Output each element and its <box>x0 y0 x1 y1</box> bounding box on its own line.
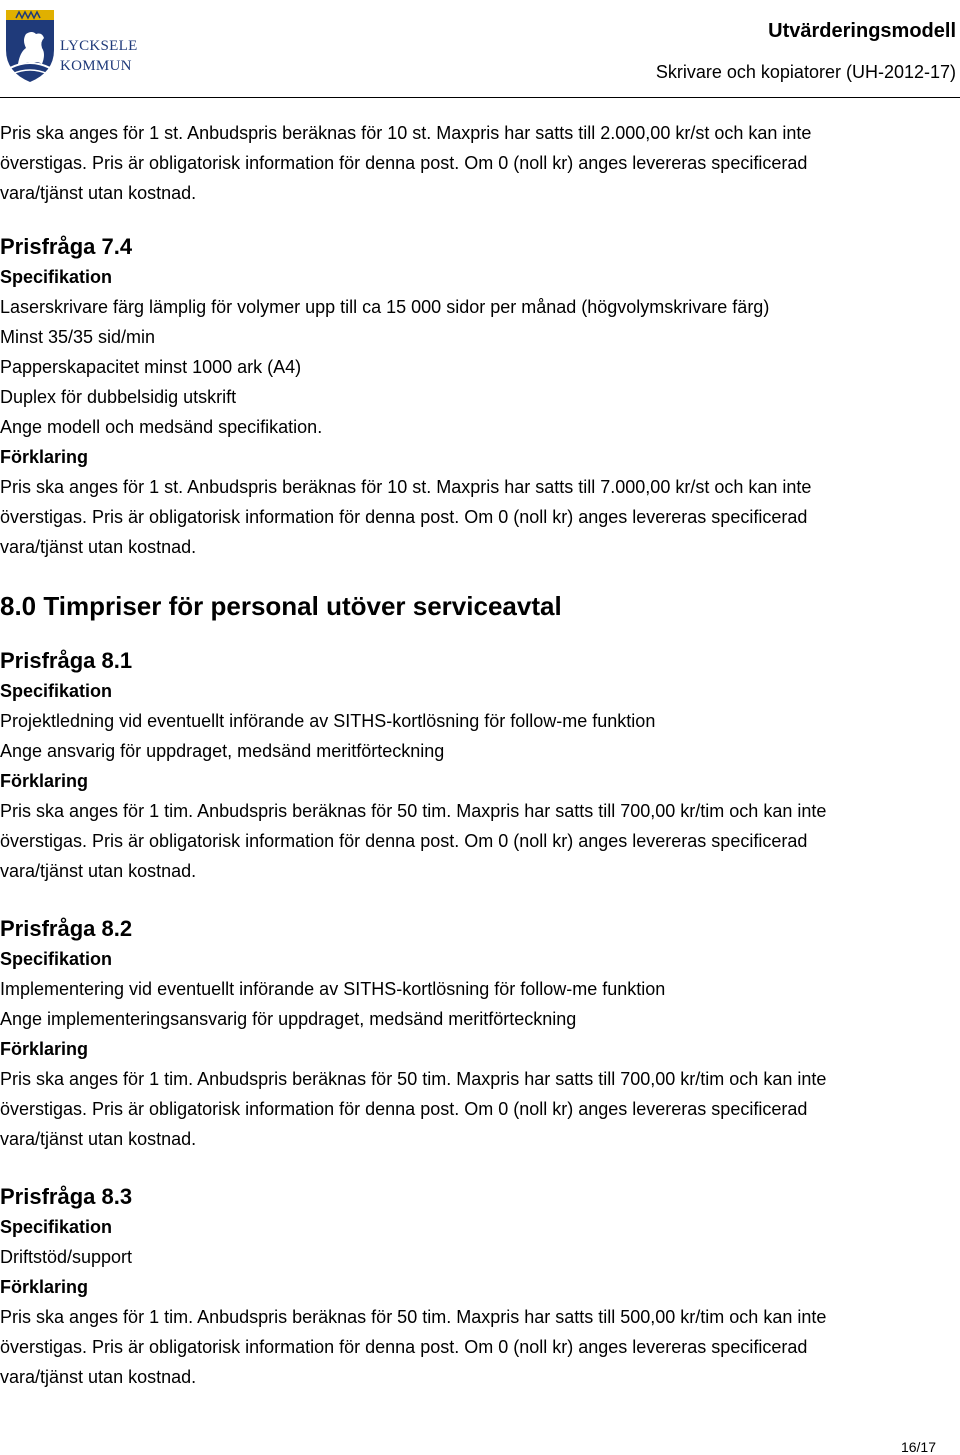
spec-line: Minst 35/35 sid/min <box>0 327 156 347</box>
explanation-line: överstigas. Pris är obligatorisk information för denna post. Om 0 (noll kr) anges levereras specificerad <box>0 831 808 851</box>
spec-line: Implementering vid eventuellt införande av SITHS-kortlösning för follow-me funktion <box>0 979 666 999</box>
explanation-line: överstigas. Pris är obligatorisk information för denna post. Om 0 (noll kr) anges levereras specificerad <box>0 1337 808 1357</box>
lycksele-kommun-logo <box>2 4 137 84</box>
question-title: Prisfråga 7.4 <box>0 234 133 259</box>
section-heading: 8.0 Timpriser för personal utöver serviceavtal <box>0 591 562 621</box>
explanation-line: överstigas. Pris är obligatorisk information för denna post. Om 0 (noll kr) anges levereras specificerad <box>0 507 808 527</box>
spec-line: Papperskapacitet minst 1000 ark (A4) <box>0 357 302 377</box>
coat-of-arms-icon <box>2 4 58 84</box>
question-title: Prisfråga 8.3 <box>0 1184 133 1209</box>
explanation-label: Förklaring <box>0 447 89 467</box>
intro-explanation <box>0 118 956 208</box>
spec-line: Ange modell och medsänd specifikation. <box>0 417 323 437</box>
explanation-line: vara/tjänst utan kostnad. <box>0 1367 197 1387</box>
price-question-7-4 <box>0 232 956 562</box>
explanation-line: Pris ska anges för 1 tim. Anbudspris beräknas för 50 tim. Maxpris har satts till 500,00 kr/tim och kan inte <box>0 1307 827 1327</box>
text-line: Pris ska anges för 1 st. Anbudspris beräknas för 10 st. Maxpris har satts till 2.000,00 kr/st och kan inte <box>0 123 812 143</box>
spec-line: Laserskrivare färg lämplig för volymer upp till ca 15 000 sidor per månad (högvolymskrivare färg) <box>0 297 770 317</box>
explanation-line: vara/tjänst utan kostnad. <box>0 537 197 557</box>
specification-label: Specifikation <box>0 1217 113 1237</box>
logo-text-lycksele: LYCKSELE <box>60 38 138 54</box>
explanation-line: Pris ska anges för 1 st. Anbudspris beräknas för 10 st. Maxpris har satts till 7.000,00 kr/st och kan inte <box>0 477 812 497</box>
spec-line: Ange implementeringsansvarig för uppdraget, medsänd meritförteckning <box>0 1009 577 1029</box>
explanation-line: Pris ska anges för 1 tim. Anbudspris beräknas för 50 tim. Maxpris har satts till 700,00 kr/tim och kan inte <box>0 801 827 821</box>
document-body <box>0 118 956 1392</box>
specification-label: Specifikation <box>0 267 113 287</box>
header-divider <box>0 97 960 98</box>
explanation-label: Förklaring <box>0 771 89 791</box>
explanation-line: vara/tjänst utan kostnad. <box>0 1129 197 1149</box>
page-header <box>0 0 960 100</box>
explanation-line: vara/tjänst utan kostnad. <box>0 861 197 881</box>
explanation-label: Förklaring <box>0 1039 89 1059</box>
spec-line: Projektledning vid eventuellt införande av SITHS-kortlösning för follow-me funktion <box>0 711 656 731</box>
spec-line: Duplex för dubbelsidig utskrift <box>0 387 237 407</box>
question-title: Prisfråga 8.2 <box>0 916 133 941</box>
page-number: 16/17 <box>900 1439 936 1455</box>
price-question-8-3 <box>0 1182 956 1392</box>
specification-label: Specifikation <box>0 949 113 969</box>
document-subtitle: Skrivare och kopiatorer (UH-2012-17) <box>655 62 956 82</box>
price-question-8-1 <box>0 646 956 886</box>
text-line: överstigas. Pris är obligatorisk information för denna post. Om 0 (noll kr) anges levereras specificerad <box>0 153 808 173</box>
explanation-line: överstigas. Pris är obligatorisk information för denna post. Om 0 (noll kr) anges levereras specificerad <box>0 1099 808 1119</box>
explanation-line: Pris ska anges för 1 tim. Anbudspris beräknas för 50 tim. Maxpris har satts till 700,00 kr/tim och kan inte <box>0 1069 827 1089</box>
logo-text-kommun: KOMMUN <box>60 58 132 74</box>
spec-line: Driftstöd/support <box>0 1247 133 1267</box>
explanation-label: Förklaring <box>0 1277 89 1297</box>
specification-label: Specifikation <box>0 681 113 701</box>
spec-line: Ange ansvarig för uppdraget, medsänd meritförteckning <box>0 741 445 761</box>
document-title: Utvärderingsmodell <box>768 20 956 42</box>
text-line: vara/tjänst utan kostnad. <box>0 183 197 203</box>
question-title: Prisfråga 8.1 <box>0 648 133 673</box>
price-question-8-2 <box>0 914 956 1154</box>
